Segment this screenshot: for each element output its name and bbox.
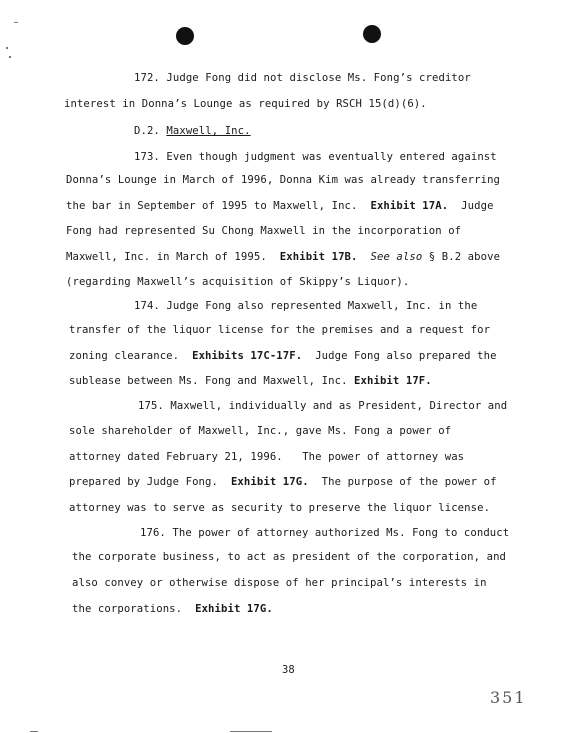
p175-line-5: attorney was to serve as security to preserve the liquor license.	[69, 502, 491, 514]
p175-line-3: attorney dated February 21, 1996. The power of attorney was	[69, 451, 465, 463]
bates-stamp: 351	[490, 688, 527, 707]
scan-speck	[14, 22, 18, 23]
p175-line-4: prepared by Judge Fong. Exhibit 17G. The purpose of the power of	[69, 476, 497, 488]
punch-hole-left	[176, 27, 194, 45]
p174-line-3: zoning clearance. Exhibits 17C-17F. Judge Fong also prepared the	[69, 350, 497, 362]
scan-edge-line	[30, 731, 38, 732]
p174-line-1: 174. Judge Fong also represented Maxwell, Inc. in the	[134, 300, 478, 312]
p173-line-6: (regarding Maxwell’s acquisition of Skippy’s Liquor).	[66, 276, 410, 288]
p176-line-1: 176. The power of attorney authorized Ms. Fong to conduct	[140, 527, 510, 539]
p175-line-1: 175. Maxwell, individually and as President, Director and	[138, 400, 508, 412]
p172-line-1: 172. Judge Fong did not disclose Ms. Fong’s creditor	[134, 72, 471, 84]
p176-line-2: the corporate business, to act as president of the corporation, and	[72, 551, 507, 563]
punch-hole-right	[363, 25, 381, 43]
p173-line-5: Maxwell, Inc. in March of 1995. Exhibit 17B. See also § B.2 above	[66, 251, 501, 263]
p176-line-4: the corporations. Exhibit 17G.	[72, 603, 273, 615]
p176-line-3: also convey or otherwise dispose of her principal’s interests in	[72, 577, 487, 589]
p173-line-4: Fong had represented Su Chong Maxwell in the incorporation of	[66, 225, 462, 237]
p172-line-2: interest in Donna’s Lounge as required by RSCH 15(d)(6).	[64, 98, 427, 110]
p174-line-2: transfer of the liquor license for the premises and a request for	[69, 324, 491, 336]
section-heading: D.2. Maxwell, Inc.	[134, 125, 251, 137]
scan-edge-line	[230, 731, 272, 732]
p174-line-4: sublease between Ms. Fong and Maxwell, Inc. Exhibit 17F.	[69, 375, 432, 387]
p173-line-2: Donna’s Lounge in March of 1996, Donna Kim was already transferring	[66, 174, 501, 186]
p175-line-2: sole shareholder of Maxwell, Inc., gave Ms. Fong a power of	[69, 425, 452, 437]
p173-line-3: the bar in September of 1995 to Maxwell, Inc. Exhibit 17A. Judge	[66, 200, 494, 212]
p173-line-1: 173. Even though judgment was eventually entered against	[134, 151, 497, 163]
page-number: 38	[282, 664, 295, 676]
scan-speck	[6, 47, 8, 49]
scan-speck	[9, 56, 11, 58]
